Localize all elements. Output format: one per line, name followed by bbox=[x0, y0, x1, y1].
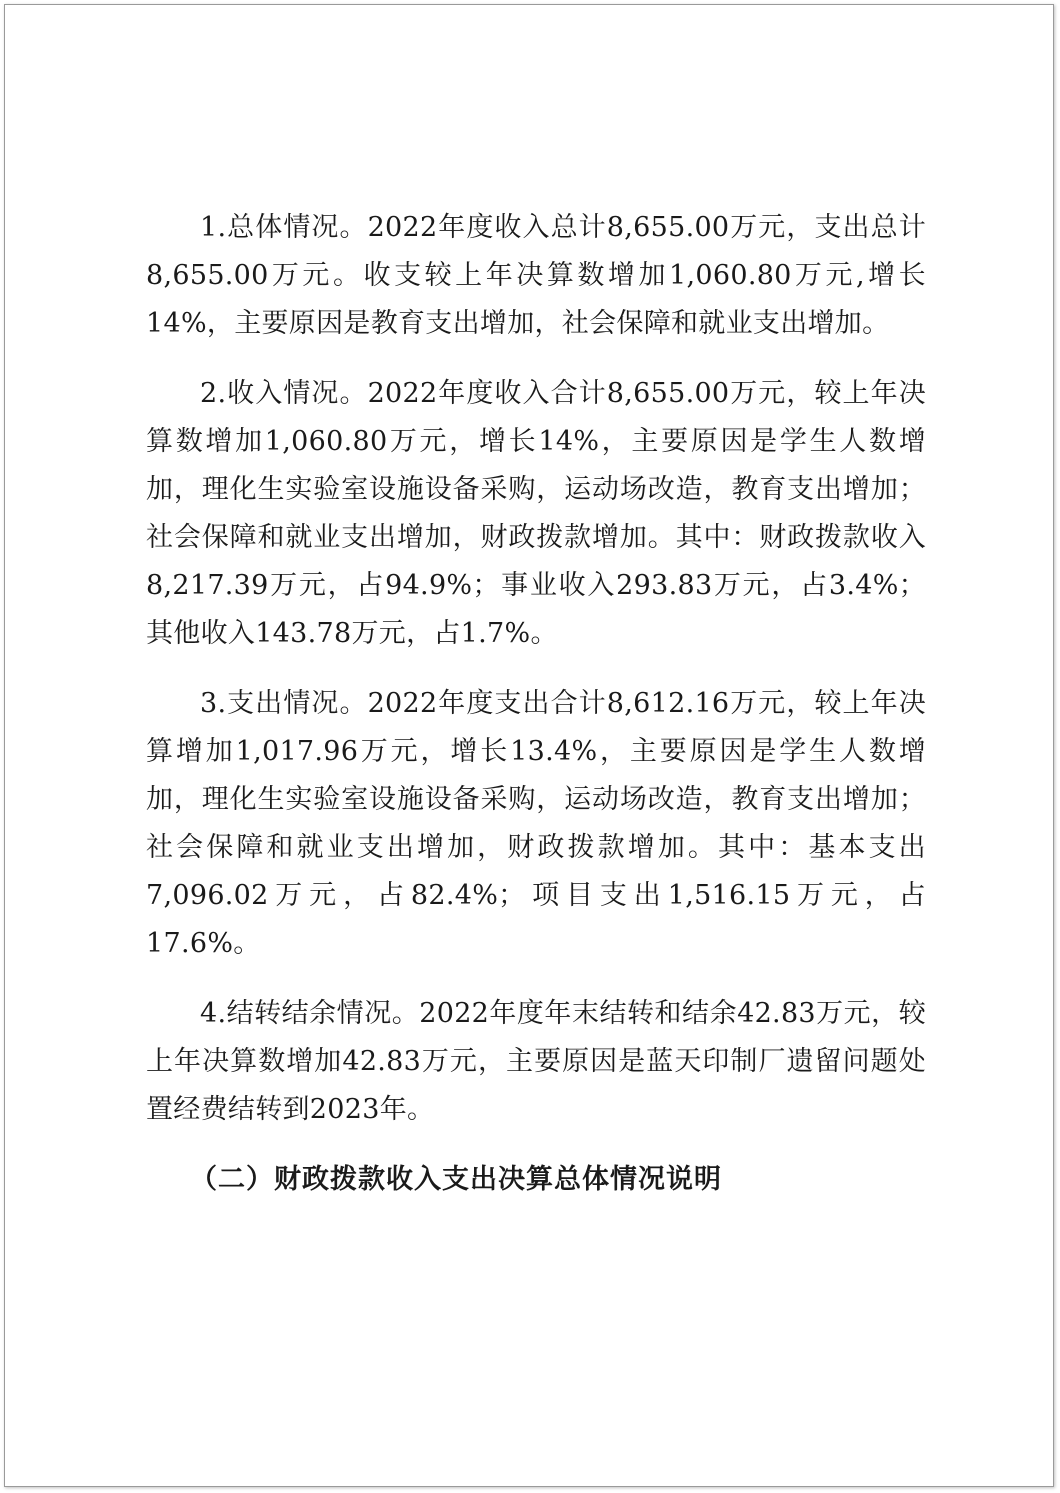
paragraph-income: 2.收入情况。2022年度收入合计8,655.00万元，较上年决算数增加1,060.80万元，增长14%，主要原因是学生人数增加，理化生实验室设施设备采购，运动场改造，教育支出增加；社会保障和就业支出增加，财政拨款增加。其中：财政拨款收入8,217.39万元，占94.9%；事业收入293.83万元，占3.4%；其他收入143.78万元，占1.7%。 bbox=[146, 378, 926, 649]
paragraph-expenditure: 3.支出情况。2022年度支出合计8,612.16万元，较上年决算增加1,017.96万元，增长13.4%，主要原因是学生人数增加，理化生实验室设施设备采购，运动场改造，教育支出增加；社会保障和就业支出增加，财政拨款增加。其中：基本支出7,096.02万元，占82.4%；项目支出1,516.15万元，占17.6%。 bbox=[146, 688, 926, 959]
document-page bbox=[4, 4, 1054, 1487]
paragraph-overall: 1.总体情况。2022年度收入总计8,655.00万元，支出总计8,655.00万元。收支较上年决算数增加1,060.80万元,增长14%，主要原因是教育支出增加，社会保障和就业支出增加。 bbox=[146, 212, 926, 339]
paragraph-spacer bbox=[146, 658, 926, 680]
paragraph-spacer bbox=[146, 1134, 926, 1156]
section-heading: （二）财政拨款收入支出决算总体情况说明 bbox=[190, 1164, 722, 1195]
paragraph-carryover: 4.结转结余情况。2022年度年末结转和结余42.83万元，较上年决算数增加42.83万元，主要原因是蓝天印制厂遗留问题处置经费结转到2023年。 bbox=[146, 998, 926, 1125]
document-body bbox=[146, 204, 926, 1204]
paragraph-spacer bbox=[146, 348, 926, 370]
paragraph-spacer bbox=[146, 968, 926, 990]
